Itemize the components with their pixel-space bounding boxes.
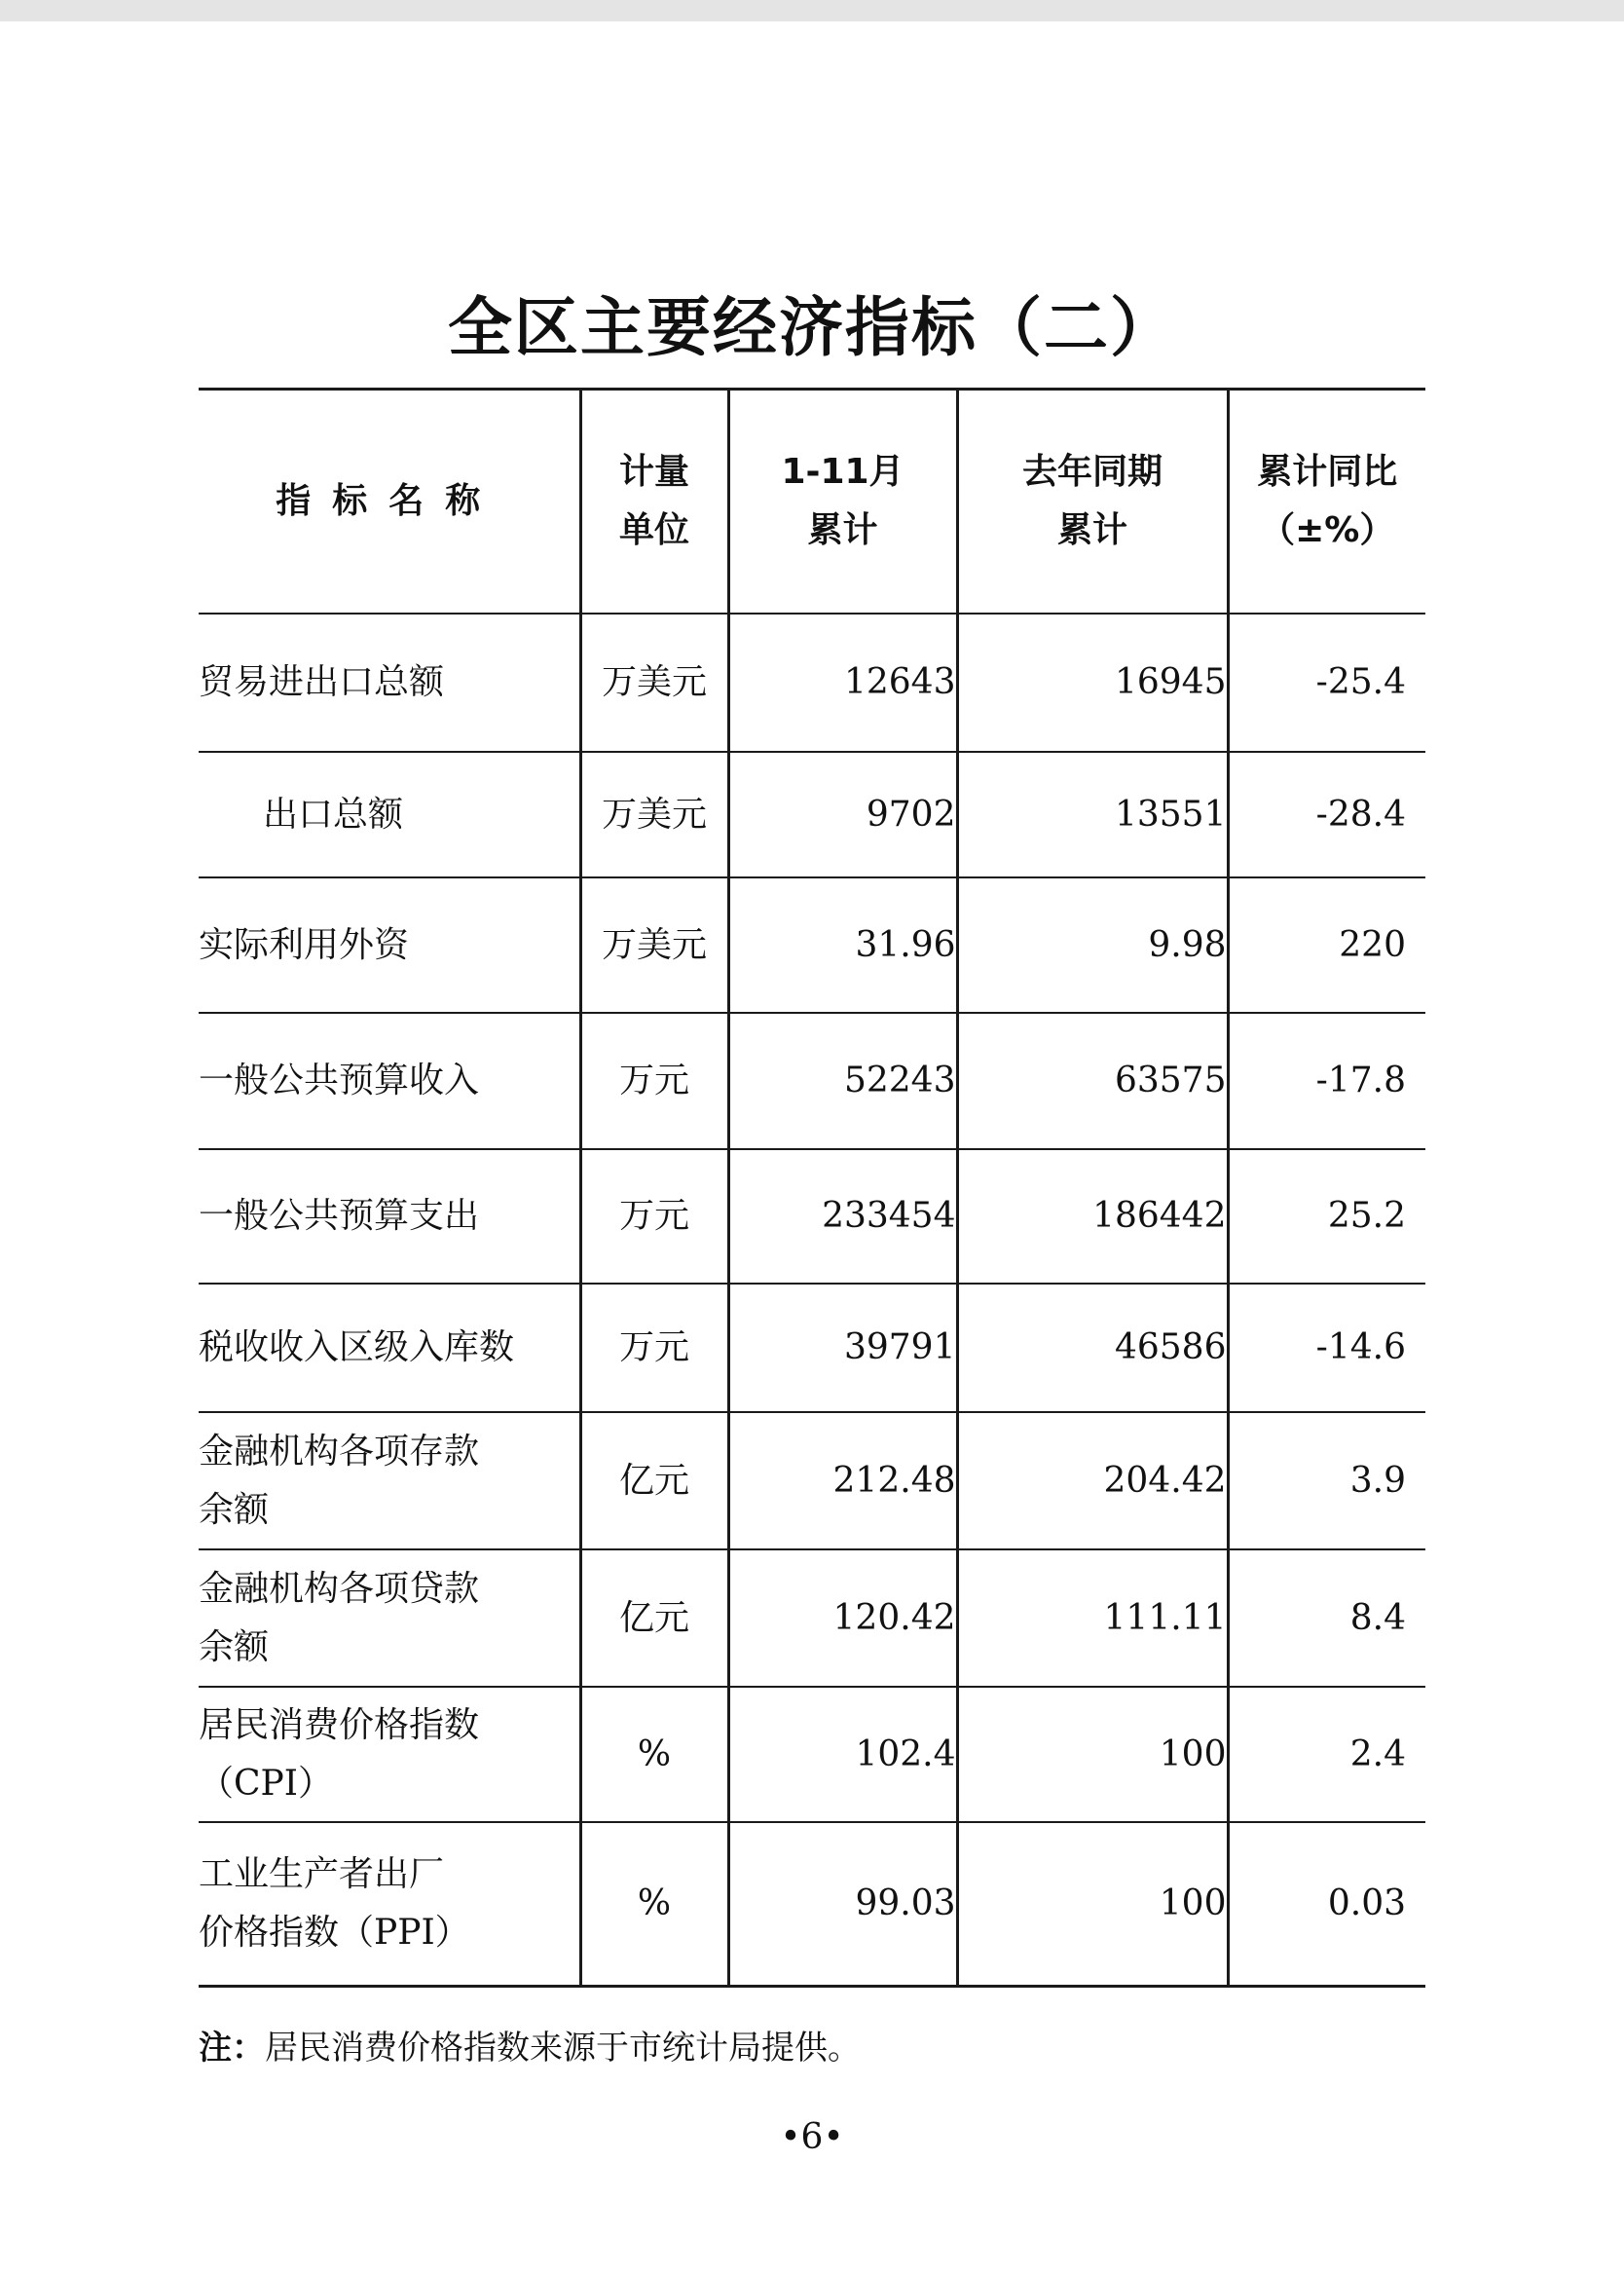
row-current-value: 12643 <box>728 614 957 752</box>
table-row <box>199 1412 1425 1549</box>
row-last-year-value: 186442 <box>957 1149 1228 1284</box>
economic-indicators-table <box>199 388 1425 1988</box>
footnote-text: 居民消费价格指数来源于市统计局提供。 <box>265 2029 861 2068</box>
row-unit: 万美元 <box>580 877 728 1013</box>
header-indicator-name: 指标名称 <box>199 390 580 615</box>
row-current-value: 212.48 <box>728 1412 957 1549</box>
row-indicator-name: 税收收入区级入库数 <box>199 1284 580 1412</box>
row-yoy-value: 220 <box>1228 877 1425 1013</box>
row-indicator-name: 居民消费价格指数 （CPI） <box>199 1687 580 1822</box>
row-indicator-name: 贸易进出口总额 <box>199 614 580 752</box>
footnote-label: 注： <box>199 2029 265 2068</box>
row-current-value: 102.4 <box>728 1687 957 1822</box>
row-unit: 万元 <box>580 1284 728 1412</box>
row-unit: 万美元 <box>580 614 728 752</box>
row-current-value: 9702 <box>728 752 957 877</box>
page-number: •6• <box>780 2117 844 2157</box>
top-band <box>0 0 1624 21</box>
header-yoy-change: 累计同比 （±%） <box>1228 390 1425 615</box>
row-indicator-name: 金融机构各项存款 余额 <box>199 1412 580 1549</box>
row-unit: 亿元 <box>580 1549 728 1687</box>
row-current-value: 99.03 <box>728 1822 957 1986</box>
row-current-value: 120.42 <box>728 1549 957 1687</box>
row-current-value: 39791 <box>728 1284 957 1412</box>
table-row <box>199 614 1425 752</box>
table-row <box>199 1149 1425 1284</box>
row-yoy-value: -25.4 <box>1228 614 1425 752</box>
row-unit: 万元 <box>580 1013 728 1149</box>
table-row <box>199 1687 1425 1822</box>
row-yoy-value: -17.8 <box>1228 1013 1425 1149</box>
row-last-year-value: 100 <box>957 1687 1228 1822</box>
row-unit: 亿元 <box>580 1412 728 1549</box>
row-last-year-value: 16945 <box>957 614 1228 752</box>
row-indicator-name: 一般公共预算收入 <box>199 1013 580 1149</box>
header-unit: 计量 单位 <box>580 390 728 615</box>
row-indicator-name: 一般公共预算支出 <box>199 1149 580 1284</box>
row-last-year-value: 46586 <box>957 1284 1228 1412</box>
row-indicator-name: 工业生产者出厂 价格指数（PPI） <box>199 1822 580 1986</box>
table-header-row <box>199 390 1425 615</box>
row-yoy-value: -28.4 <box>1228 752 1425 877</box>
row-unit: % <box>580 1687 728 1822</box>
row-unit: 万美元 <box>580 752 728 877</box>
row-last-year-value: 111.11 <box>957 1549 1228 1687</box>
table-row <box>199 1013 1425 1149</box>
row-last-year-value: 100 <box>957 1822 1228 1986</box>
row-yoy-value: 3.9 <box>1228 1412 1425 1549</box>
row-yoy-value: 8.4 <box>1228 1549 1425 1687</box>
row-yoy-value: 25.2 <box>1228 1149 1425 1284</box>
table-row <box>199 1549 1425 1687</box>
row-indicator-name: 金融机构各项贷款 余额 <box>199 1549 580 1687</box>
row-unit: 万元 <box>580 1149 728 1284</box>
table-row <box>199 752 1425 877</box>
row-last-year-value: 9.98 <box>957 877 1228 1013</box>
header-current-cumulative: 1-11月 累计 <box>728 390 957 615</box>
table-row <box>199 1284 1425 1412</box>
row-current-value: 52243 <box>728 1013 957 1149</box>
row-current-value: 31.96 <box>728 877 957 1013</box>
table-row <box>199 877 1425 1013</box>
row-yoy-value: -14.6 <box>1228 1284 1425 1412</box>
table-row <box>199 1822 1425 1986</box>
row-last-year-value: 63575 <box>957 1013 1228 1149</box>
row-indicator-name: 出口总额 <box>199 752 580 877</box>
footnote <box>199 2024 861 2072</box>
row-yoy-value: 0.03 <box>1228 1822 1425 1986</box>
row-indicator-name: 实际利用外资 <box>199 877 580 1013</box>
header-last-year-cumulative: 去年同期 累计 <box>957 390 1228 615</box>
row-unit: % <box>580 1822 728 1986</box>
row-last-year-value: 13551 <box>957 752 1228 877</box>
page-title: 全区主要经济指标（二） <box>448 290 1176 365</box>
row-current-value: 233454 <box>728 1149 957 1284</box>
row-last-year-value: 204.42 <box>957 1412 1228 1549</box>
row-yoy-value: 2.4 <box>1228 1687 1425 1822</box>
